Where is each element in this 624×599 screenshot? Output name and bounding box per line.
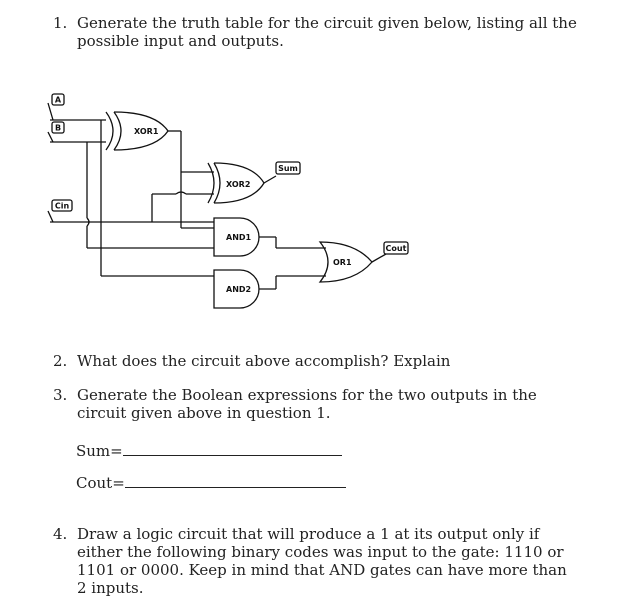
sum-answer-label: Sum= bbox=[76, 442, 123, 460]
question-3-text: Generate the Boolean expressions for the two outputs in the circuit given above in question 1. bbox=[77, 386, 537, 422]
xor2-label: XOR2 bbox=[226, 180, 251, 189]
question-2-text: What does the circuit above accomplish? Explain bbox=[77, 352, 451, 370]
and1-label: AND1 bbox=[226, 233, 252, 242]
xor1-label: XOR1 bbox=[134, 127, 159, 136]
input-a-label: A bbox=[54, 95, 62, 105]
sum-answer-blank[interactable] bbox=[123, 441, 342, 456]
cout-output-label: Cout bbox=[385, 244, 407, 253]
cout-answer-blank[interactable] bbox=[125, 473, 346, 488]
input-b-label: B bbox=[54, 123, 62, 133]
cout-answer-line bbox=[76, 473, 346, 492]
question-1-text: Generate the truth table for the circuit given below, listing all the possible input and outputs. bbox=[77, 14, 577, 50]
question-4-number: 4. bbox=[53, 525, 68, 543]
or1-label: OR1 bbox=[333, 258, 352, 267]
question-3-number: 3. bbox=[53, 386, 68, 404]
sum-output-label: Sum bbox=[278, 164, 298, 173]
question-2-number: 2. bbox=[53, 352, 68, 370]
sum-answer-line bbox=[76, 441, 342, 460]
input-switch-cin bbox=[48, 200, 214, 222]
question-4-text: Draw a logic circuit that will produce a 1 at its output only if either the following binary codes was input to the gate: 1110 or 1101 or 0000. Keep in mind that AND gates can have more than 2 inputs. bbox=[77, 525, 567, 597]
cout-answer-label: Cout= bbox=[76, 474, 125, 492]
input-cin-label: Cin bbox=[54, 201, 70, 211]
question-1-number: 1. bbox=[53, 14, 68, 32]
and2-label: AND2 bbox=[226, 285, 252, 294]
